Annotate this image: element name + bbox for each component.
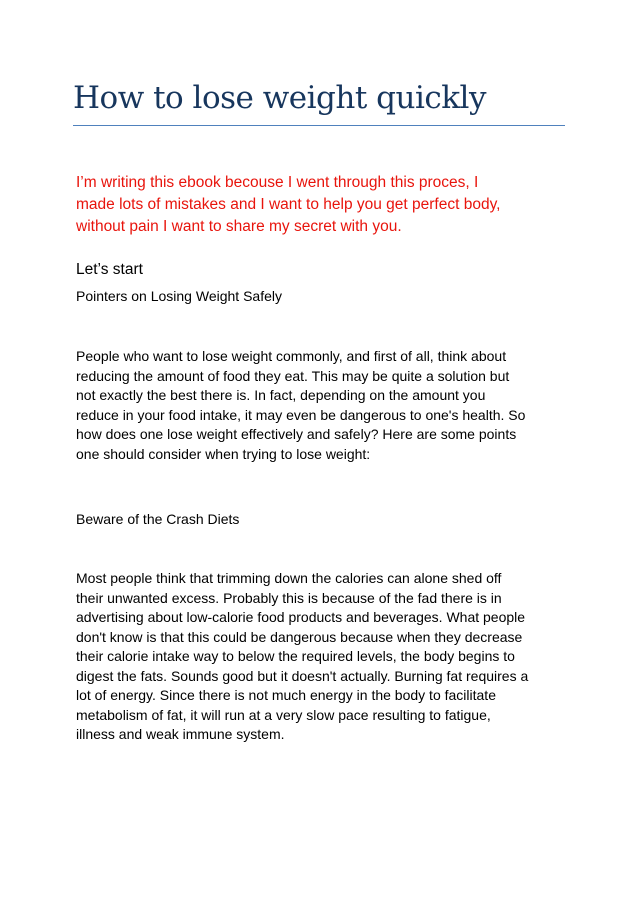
paragraph-line: one should consider when trying to lose weight: bbox=[76, 445, 371, 462]
paragraph-line: illness and weak immune system. bbox=[76, 726, 285, 742]
paragraph-line: Most people think that trimming down the calories can alone shed off bbox=[76, 570, 502, 586]
paragraph-line: People who want to lose weight commonly, and first of all, think about bbox=[76, 348, 507, 364]
intro-line: made lots of mistakes and I want to help you get perfect body, bbox=[76, 196, 501, 213]
paragraph-line: advertising about low-calorie food products and beverages. What people bbox=[76, 609, 526, 625]
section-heading-pointers: Pointers on Losing Weight Safely bbox=[76, 288, 282, 304]
intro-line: without pain I want to share my secret with you. bbox=[76, 218, 402, 235]
paragraph-line: metabolism of fat, it will run at a very slow pace resulting to fatigue, bbox=[76, 706, 491, 723]
paragraph-line: don't know is that this could be dangerous because when they decrease bbox=[76, 628, 523, 645]
paragraph-line: reduce in your food intake, it may even be dangerous to one's health. So bbox=[76, 406, 526, 423]
paragraph-pointers bbox=[76, 347, 576, 464]
paragraph-line: not exactly the best there is. In fact, depending on the amount you bbox=[76, 387, 486, 403]
paragraph-line: how does one lose weight effectively and safely? Here are some points bbox=[76, 426, 517, 442]
document-title: How to lose weight quickly bbox=[73, 80, 486, 116]
paragraph-line: their unwanted excess. Probably this is because of the fad there is in bbox=[76, 589, 502, 606]
paragraph-line: reducing the amount of food they eat. This may be quite a solution but bbox=[76, 367, 510, 384]
intro-paragraph bbox=[76, 172, 566, 238]
intro-line: I’m writing this ebook becouse I went through this proces, I bbox=[76, 174, 479, 191]
paragraph-crash-diets bbox=[76, 569, 576, 745]
lets-start-text: Let’s start bbox=[76, 261, 143, 278]
paragraph-line: digest the fats. Sounds good but it doesn't actually. Burning fat requires a bbox=[76, 667, 529, 684]
section-heading-crash-diets: Beware of the Crash Diets bbox=[76, 511, 240, 527]
paragraph-line: their calorie intake way to below the required levels, the body begins to bbox=[76, 648, 515, 664]
title-underline bbox=[73, 125, 565, 126]
paragraph-line: lot of energy. Since there is not much energy in the body to facilitate bbox=[76, 687, 496, 703]
